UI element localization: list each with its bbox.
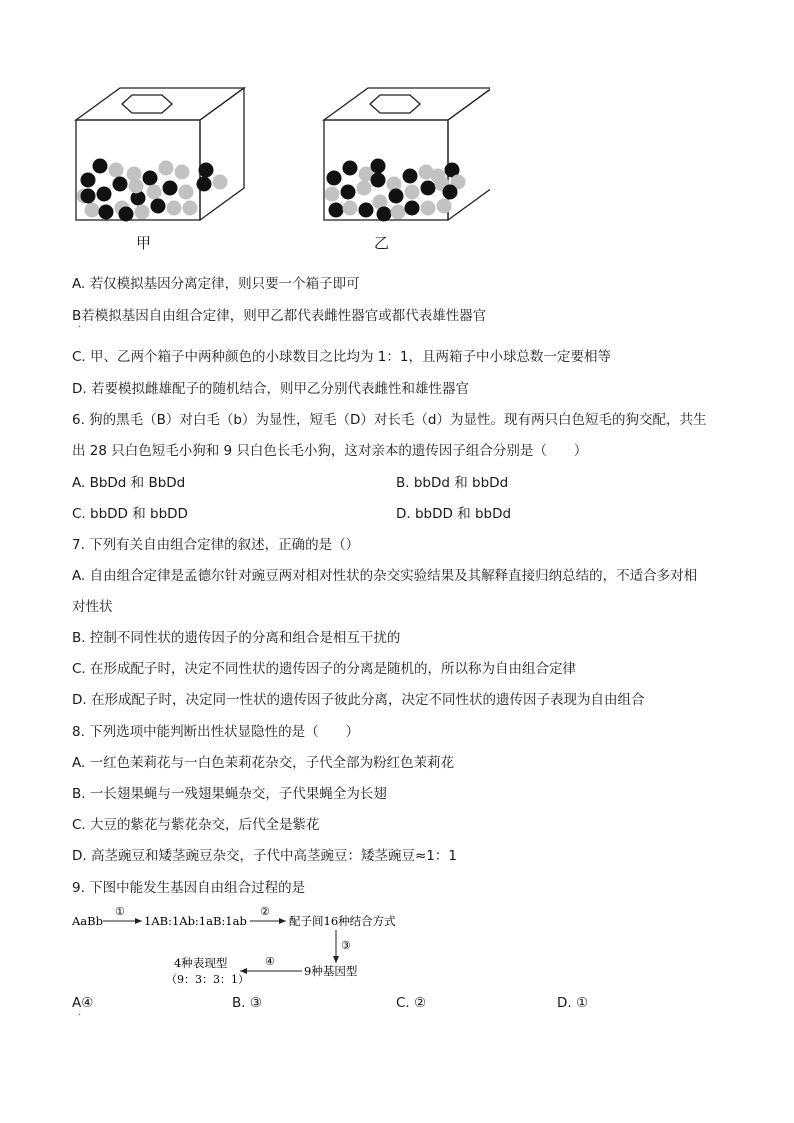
gray-ball [213, 175, 228, 190]
q9-flow-diagram [70, 903, 410, 987]
q7-option-a-line2: 对性状 [72, 599, 113, 615]
black-ball [371, 159, 386, 174]
q7-option-b: B. 控制不同性状的遗传因子的分离和组合是相互干扰的 [72, 630, 401, 646]
diagram-start: AaBb [72, 914, 103, 928]
box-side-face [200, 88, 244, 220]
gray-ball [135, 205, 150, 220]
black-ball [81, 173, 96, 188]
black-ball [199, 163, 214, 178]
black-ball [443, 185, 458, 200]
box-top-face [324, 88, 490, 120]
step-1-label: ① [115, 905, 125, 918]
black-ball [93, 159, 108, 174]
ball-boxes-figure [70, 84, 490, 230]
q7-stem: 7. 下列有关自由组合定律的叙述，正确的是（） [72, 537, 360, 553]
gray-ball [159, 161, 174, 176]
q6-option-c: C. bbDD 和 bbDD [72, 506, 188, 522]
gray-ball [343, 201, 358, 216]
black-ball [151, 199, 166, 214]
gray-ball [421, 201, 436, 216]
black-ball [99, 205, 114, 220]
q7-option-c: C. 在形成配子时，决定不同性状的遗传因子的分离是随机的，所以称为自由组合定律 [72, 661, 577, 677]
box-label-jia: 甲 [136, 234, 152, 252]
black-ball [389, 189, 404, 204]
q6-option-b: B. bbDd 和 bbDd [396, 475, 509, 491]
gray-ball [129, 179, 144, 194]
gray-ball [391, 205, 406, 220]
q7-option-a-line1: A. 自由组合定律是孟德尔针对豌豆两对相对性状的杂交实验结果及其解释直接归纳总结的，不适合多对相 [72, 568, 698, 584]
gray-ball [437, 199, 452, 214]
q8-option-a: A. 一红色茉莉花与一白色茉莉花杂交，子代全部为粉红色茉莉花 [72, 755, 455, 771]
q9-stem: 9. 下图中能发生基因自由组合过程的是 [72, 880, 306, 896]
q6-option-d: D. bbDD 和 bbDd [396, 506, 512, 522]
q6-option-a: A. BbDd 和 BbDd [72, 475, 186, 491]
stray-dot: · [78, 322, 82, 333]
q9-option-d: D. ① [557, 995, 589, 1011]
q5-option-b: B若模拟基因自由组合定律，则甲乙都代表雌性器官或都代表雄性器官 [72, 308, 487, 324]
gray-ball [167, 201, 182, 216]
black-ball [371, 173, 386, 188]
black-ball [329, 203, 344, 218]
box-top-face [76, 88, 244, 120]
black-ball [405, 201, 420, 216]
box-yi [324, 88, 490, 222]
black-ball [119, 207, 134, 222]
q9-option-a: A④ [72, 995, 94, 1011]
box-opening [370, 95, 420, 113]
black-ball [113, 177, 128, 192]
box-side-face [448, 88, 490, 220]
q5-option-a: A. 若仅模拟基因分离定律，则只要一个箱子即可 [72, 276, 360, 292]
q6-stem-line2: 出 28 只白色短毛小狗和 9 只白色长毛小狗，这对亲本的遗传因子组合分别是（ ） [72, 443, 588, 459]
gray-ball [85, 203, 100, 218]
q8-option-d: D. 高茎豌豆和矮茎豌豆杂交，子代中高茎豌豆：矮茎豌豆≈1：1 [72, 848, 457, 864]
gray-ball [147, 185, 162, 200]
black-ball [143, 171, 158, 186]
box-jia [76, 88, 244, 222]
gray-ball [325, 187, 340, 202]
q6-stem-line1: 6. 狗的黑毛（B）对白毛（b）为显性，短毛（D）对长毛（d）为显性。现有两只白色短毛的狗交配，共生 [72, 412, 707, 428]
black-ball [377, 207, 392, 222]
q5-option-d: D. 若要模拟雌雄配子的随机结合，则甲乙分别代表雌性和雄性器官 [72, 381, 469, 397]
gray-ball [175, 165, 190, 180]
stray-dot-2: · [78, 1010, 82, 1021]
diagram-genotypes: 9种基因型 [304, 964, 358, 978]
diagram-gametes: 1AB:1Ab:1aB:1ab [144, 914, 247, 928]
step-4-label: ④ [265, 955, 275, 968]
step-3-label: ③ [341, 939, 351, 952]
gray-ball [109, 163, 124, 178]
gray-ball [357, 181, 372, 196]
step-2-label: ② [260, 905, 270, 918]
diagram-ratio: （9：3：3：1） [166, 973, 249, 986]
q9-option-c: C. ② [396, 995, 427, 1011]
q7-option-d: D. 在形成配子时，决定同一性状的遗传因子彼此分离，决定不同性状的遗传因子表现为自由组合 [72, 692, 645, 708]
black-ball [163, 181, 178, 196]
black-ball [343, 161, 358, 176]
black-ball [97, 187, 112, 202]
black-ball [327, 171, 342, 186]
black-ball [341, 185, 356, 200]
black-ball [81, 189, 96, 204]
box-opening [122, 95, 172, 113]
black-ball [197, 177, 212, 192]
gray-ball [183, 201, 198, 216]
black-ball [359, 203, 374, 218]
q8-option-b: B. 一长翅果蝇与一残翅果蝇杂交，子代果蝇全为长翅 [72, 786, 387, 802]
diagram-combos: 配子间16种结合方式 [289, 914, 396, 928]
box-label-yi: 乙 [374, 234, 390, 252]
q8-option-c: C. 大豆的紫花与紫花杂交，后代全是紫花 [72, 817, 320, 833]
gray-ball [405, 185, 420, 200]
q5-option-c: C. 甲、乙两个箱子中两种颜色的小球数目之比均为 1：1，且两箱子中小球总数一定要相等 [72, 349, 611, 365]
q9-option-b: B. ③ [232, 995, 262, 1011]
black-ball [421, 181, 436, 196]
diagram-phenotypes: 4种表现型 [174, 956, 228, 970]
gray-ball [179, 185, 194, 200]
q8-stem: 8. 下列选项中能判断出性状显隐性的是（ ） [72, 724, 360, 740]
black-ball [403, 169, 418, 184]
